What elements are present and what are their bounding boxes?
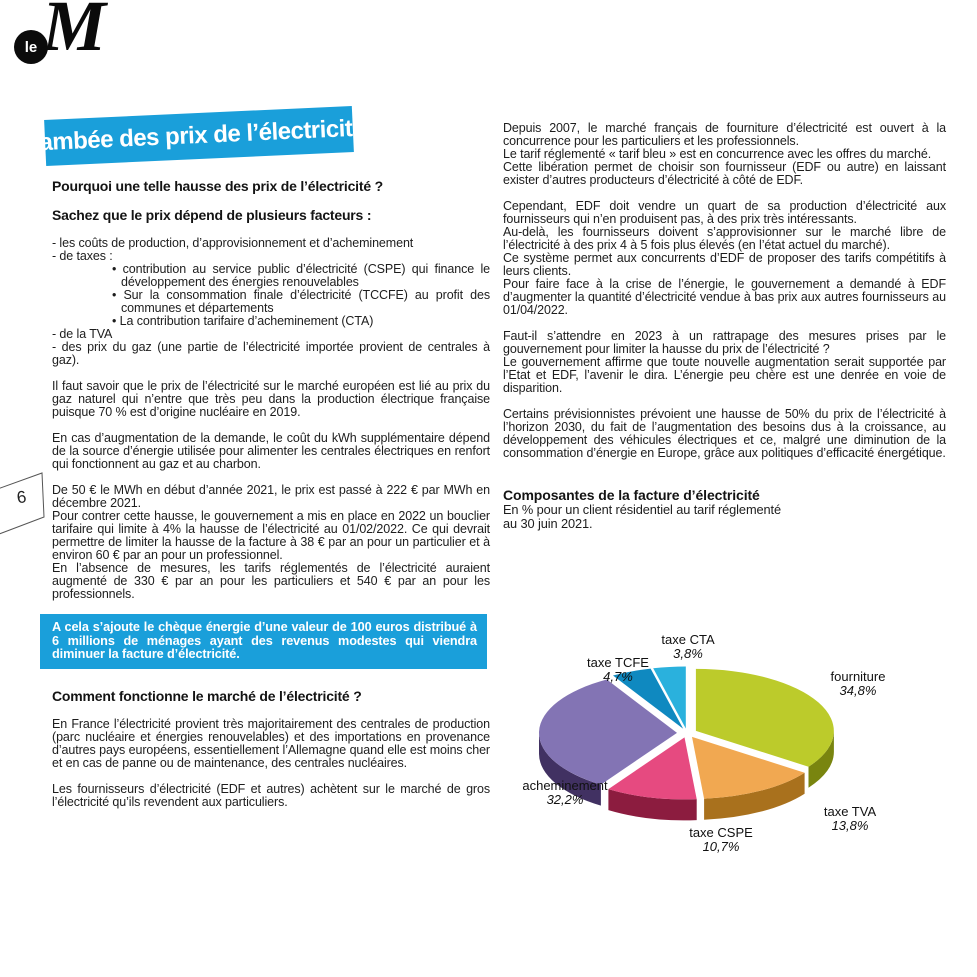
section-heading: Pourquoi une telle hausse des prix de l’électricité ? [52, 178, 383, 194]
section-heading: Comment fonctionne le marché de l’électricité ? [52, 687, 362, 704]
pie-label-name: fourniture [830, 669, 886, 684]
pie-chart-svg [500, 620, 965, 900]
pie-label-value: 34,8% [839, 683, 877, 698]
pie-label-value: 3,8% [673, 646, 703, 661]
tax-bullet-list [52, 263, 490, 328]
factors-list [52, 237, 490, 367]
bullet-item: • La contribution tarifaire d’acheminement (CTA) [121, 315, 490, 328]
factor-item: - de taxes : [52, 249, 113, 263]
factor-item: - de la TVA [52, 327, 113, 341]
paragraph-group [52, 484, 490, 601]
pie-label-taxe-TVA [824, 805, 876, 833]
paragraph: En France l’électricité provient très majoritairement des centrales de production (parc nucléaire et énergies renouvelables) et des importations en provenance d’autres pays européens, essentiellement l’Allemagne quand elle est moins cher et en cas de panne ou de maintenance, des centrales nucléaires. [52, 716, 490, 770]
pie-chart [500, 620, 965, 900]
paragraph: Le gouvernement affirme que toute nouvelle augmentation serait supportée par l’Etat et EDF, l’avenir le dira. L’énergie peu chère est une denrée en voie de disparition. [503, 355, 946, 395]
paragraph-group [503, 408, 946, 460]
bullet-item: • Sur la consommation finale d’électricité (TCCFE) au profit des communes et départements [121, 289, 490, 315]
paragraph: En l’absence de mesures, les tarifs réglementés de l’électricité auraient augmenté de 330 € par an pour les particuliers et 540 € par an pour les professionnels. [52, 561, 490, 601]
page-number: 6 [15, 487, 28, 508]
pie-label-value: 10,7% [702, 839, 740, 854]
paragraph-group [503, 200, 946, 317]
logo-le-text: le [24, 38, 38, 56]
magazine-logo [12, 0, 122, 86]
left-column [52, 179, 490, 822]
paragraph-group [503, 330, 946, 395]
article-title-banner [18, 106, 380, 166]
paragraph: Le tarif réglementé « tarif bleu » est en concurrence avec les offres du marché. [503, 147, 932, 161]
paragraph: Cette libération permet de choisir son fournisseur (EDF ou autre) en laissant exister d’autres producteurs d’électricité à côté de EDF. [503, 160, 946, 187]
chart-title: Composantes de la facture d’électricité [503, 487, 760, 503]
chart-header [503, 487, 946, 531]
right-column [503, 122, 946, 531]
pie-label-value: 32,2% [546, 792, 584, 807]
pie-label-value: 13,8% [831, 818, 869, 833]
factor-item: - des prix du gaz (une partie de l’électricité importée provient de centrales à gaz). [52, 340, 490, 367]
paragraph: Depuis 2007, le marché français de fourniture d’électricité est ouvert à la concurrence pour les particuliers et les professionnels. [503, 121, 946, 148]
paragraph: Pour faire face à la crise de l’énergie, le gouvernement a demandé à EDF d’augmenter la quantité d’électricité vendue à bas prix aux autres fournisseurs au 01/04/2022. [503, 277, 946, 317]
pie-label-name: taxe CSPE [689, 825, 753, 840]
pie-label-fourniture [831, 670, 886, 698]
pie-label-name: acheminement [522, 778, 608, 793]
pie-label-value: 4,7% [603, 669, 633, 684]
highlight-box: A cela s’ajoute le chèque énergie d’une valeur de 100 euros distribué à 6 millions de ménages ayant des revenus modestes qui viendra diminuer la facture d’électricité. [40, 614, 487, 669]
pie-label-taxe-CSPE [689, 826, 753, 854]
paragraph: De 50 € le MWh en début d’année 2021, le prix est passé à 222 € par MWh en décembre 2021. [52, 483, 490, 510]
chart-subtitle: au 30 juin 2021. [503, 516, 593, 531]
paragraph: En cas d’augmentation de la demande, le coût du kWh supplémentaire dépend de la source d’énergie utilisée pour alimenter les centrales électriques en renfort qui fonctionnent au gaz et au charbon. [52, 431, 490, 471]
pie-label-name: taxe TCFE [587, 655, 649, 670]
bullet-item: • contribution au service public d’électricité (CSPE) qui finance le développement des énergies renouvelables [121, 263, 490, 289]
paragraph: Les fournisseurs d’électricité (EDF et autres) achètent sur le marché de gros l’électricité qu’ils revendent aux particuliers. [52, 781, 490, 809]
paragraph-group [503, 122, 946, 187]
logo-m-glyph: M [42, 0, 107, 66]
pie-label-name: taxe CTA [661, 632, 715, 647]
pie-label-acheminement [522, 779, 607, 807]
paragraph: Ce système permet aux concurrents d’EDF de proposer des tarifs compétitifs à leurs clients. [503, 251, 946, 278]
paragraph: Il faut savoir que le prix de l’électricité sur le marché européen est lié au prix du gaz naturel qui n’entre que très peu dans la production électrique française puisque 70 % est d’origine nucléaire en 2019. [52, 379, 490, 419]
pie-label-taxe-TCFE [587, 656, 649, 684]
pie-label-taxe-CTA [661, 633, 714, 661]
paragraph: Certains prévisionnistes prévoient une hausse de 50% du prix de l’électricité à l’horizon 2030, du fait de l’augmentation des besoins dus à la croissance, au développement des véhicules électriques et ce, malgré une diminution de la consommation d’énergie en Europe, grâce aux politiques d’efficacité énergétique. [503, 407, 946, 460]
paragraph: Cependant, EDF doit vendre un quart de sa production d’électricité aux fournisseurs qui n’en produisent pas, à des prix très intéressants. [503, 199, 946, 226]
section-heading: Sachez que le prix dépend de plusieurs facteurs : [52, 207, 372, 223]
factor-item: - les coûts de production, d’approvisionnement et d’acheminement [52, 236, 414, 250]
paragraph: Faut-il s’attendre en 2023 à un rattrapage des mesures prises par le gouvernement pour limiter la hausse du prix de l’électricité ? [503, 329, 946, 356]
paragraph: Au-delà, les fournisseurs doivent s’approvisionner sur le marché libre de l’électricité à des prix 4 à 5 fois plus élevés (en l’état actuel du marché). [503, 225, 946, 252]
chart-subtitle: En % pour un client résidentiel au tarif réglementé [503, 502, 782, 517]
paragraph: Pour contrer cette hausse, le gouvernement a mis en place en 2022 un bouclier tarifaire qui limite à 4% la hausse de l’électricité au 01/02/2022. Ce qui devrait permettre de limiter la hausse de la facture à 38 € par an pour un particulier et à environ 60 € par an pour un professionnel. [52, 509, 490, 562]
article-title: Flambée des prix de l’électricité ! [18, 113, 380, 158]
pie-label-name: taxe TVA [823, 804, 877, 819]
